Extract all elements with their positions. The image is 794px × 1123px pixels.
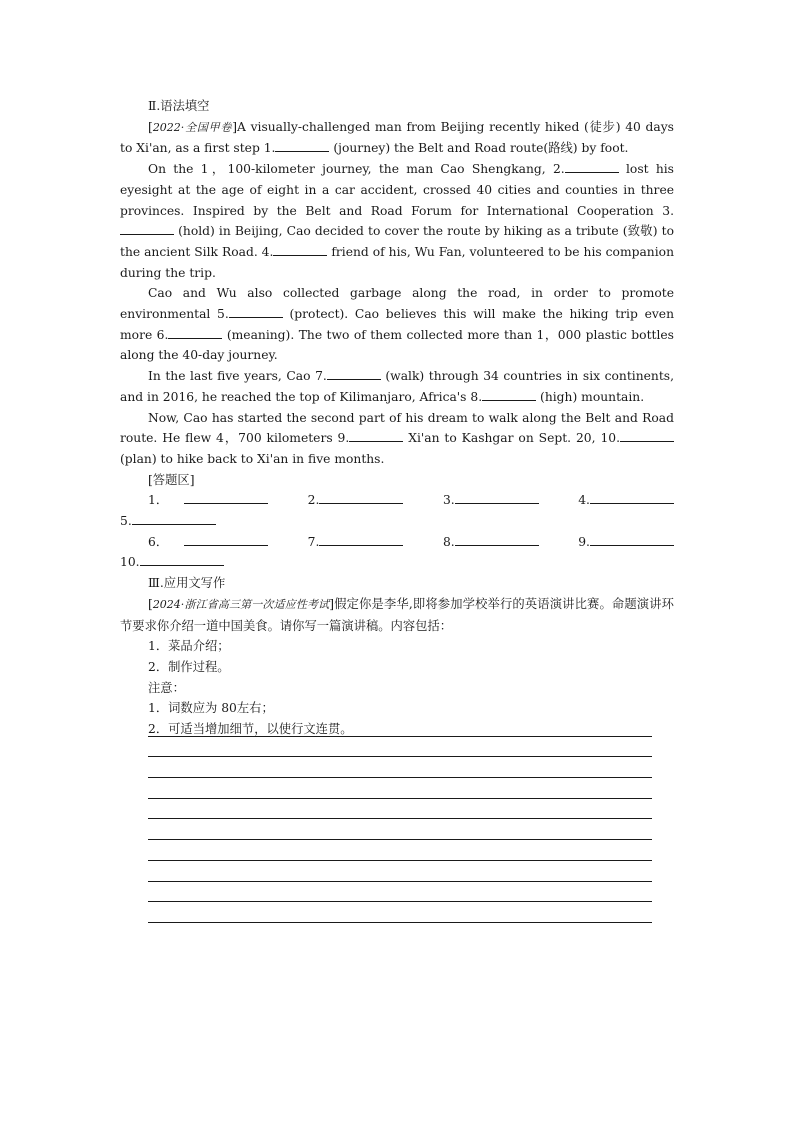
answer-cell-4: 4. <box>578 490 674 511</box>
answer-blank-1[interactable] <box>184 490 268 504</box>
answer-blank-7[interactable] <box>319 532 403 546</box>
answer-blank-8[interactable] <box>455 532 539 546</box>
blank-6[interactable] <box>168 325 222 339</box>
blank-5[interactable] <box>229 304 283 318</box>
writing-line[interactable] <box>148 716 652 737</box>
writing-area[interactable] <box>148 716 652 923</box>
blank-2[interactable] <box>565 159 619 173</box>
blank-7[interactable] <box>327 366 381 380</box>
blank-10[interactable] <box>620 428 674 442</box>
answer-blank-6[interactable] <box>184 532 268 546</box>
note-2: 2．可适当增加细节，以使行文连贯。 <box>148 722 353 737</box>
blank-3[interactable] <box>120 221 174 235</box>
note-1: 1．词数应为 80左右； <box>148 701 274 716</box>
paragraph-5: Now, Cao has started the second part of his dream to walk along the Belt and Road route. He flew 4，700 kilometers 9. Xi'an to Kashgar on Sept. 20, 10. (plan) to hike back to Xi'an in five months. <box>120 410 674 466</box>
answer-area-label: [答题区] <box>148 472 195 487</box>
answer-blank-2[interactable] <box>319 490 403 504</box>
answer-cell-5: 5. <box>120 511 674 532</box>
paragraph-3: Cao and Wu also collected garbage along the road, in order to promote environmental 5. (protect). Cao believes this will make the hiking trip even more 6. (meaning). The two of them collected more than 1，000 plastic bottles along the 40-day journey. <box>120 286 675 363</box>
source-tag-2: 2024·浙江省高三第一次适应性考试 <box>152 597 330 611</box>
writing-line[interactable] <box>148 840 652 861</box>
answer-cell-8: 8. <box>443 532 539 553</box>
answer-cell-10: 10. <box>120 552 674 573</box>
blank-9[interactable] <box>349 428 403 442</box>
note-label: 注意： <box>148 680 185 695</box>
answer-cell-7: 7. <box>308 532 404 553</box>
content-item-2: 2．制作过程。 <box>148 659 230 674</box>
blank-4[interactable] <box>273 242 327 256</box>
worksheet-page <box>120 96 674 740</box>
section-3-title: Ⅲ.应用文写作 <box>148 576 226 591</box>
writing-line[interactable] <box>148 799 652 820</box>
writing-line[interactable] <box>148 778 652 799</box>
writing-line[interactable] <box>148 882 652 903</box>
writing-line[interactable] <box>148 902 652 923</box>
blank-1[interactable] <box>275 138 329 152</box>
paragraph-2: On the 1，100-kilometer journey, the man Cao Shengkang, 2. lost his eyesight at the age of eight in a car accident, crossed 40 cities and counties in three provinces. Inspired by the Belt and Road Forum for International Cooperation 3. (hold) in Beijing, Cao decided to cover the route by hiking as a tribute (致敬) to the ancient Silk Road. 4. friend of his, Wu Fan, volunteered to be his companion during the trip. <box>120 159 674 283</box>
answer-blank-10[interactable] <box>140 552 224 566</box>
paragraph-4: In the last five years, Cao 7. (walk) through 34 countries in six continents, and in 2016, he reached the top of Kilimanjaro, Africa's 8. (high) mountain. <box>120 366 674 407</box>
writing-line[interactable] <box>148 819 652 840</box>
answer-cell-1: 1． <box>148 490 268 511</box>
answer-blank-3[interactable] <box>455 490 539 504</box>
section-2-title: Ⅱ.语法填空 <box>148 99 210 113</box>
writing-line[interactable] <box>148 757 652 778</box>
answer-cell-6: 6． <box>148 532 268 553</box>
answer-cell-2: 2. <box>308 490 404 511</box>
writing-line[interactable] <box>148 861 652 882</box>
answer-cell-3: 3. <box>443 490 539 511</box>
writing-line[interactable] <box>148 737 652 758</box>
answer-blank-9[interactable] <box>590 532 674 546</box>
answer-row-1 <box>120 490 674 511</box>
source-tag: 2022·全国甲卷 <box>152 120 233 134</box>
answer-cell-9: 9. <box>578 532 674 553</box>
content-item-1: 1．菜品介绍； <box>148 639 230 654</box>
blank-8[interactable] <box>482 387 536 401</box>
answer-blank-5[interactable] <box>132 511 216 525</box>
paragraph-1: [2022·全国甲卷]A visually-challenged man from Beijing recently hiked (徒步) 40 days to Xi'an, as a first step 1. (journey) the Belt and Road route(路线) by foot. <box>120 119 674 156</box>
writing-prompt: [2024·浙江省高三第一次适应性考试]假定你是李华,即将参加学校举行的英语演讲比赛。命题演讲环节要求你介绍一道中国美食。请你写一篇演讲稿。内容包括： <box>120 596 674 633</box>
answer-blank-4[interactable] <box>590 490 674 504</box>
answer-row-2 <box>120 532 674 553</box>
